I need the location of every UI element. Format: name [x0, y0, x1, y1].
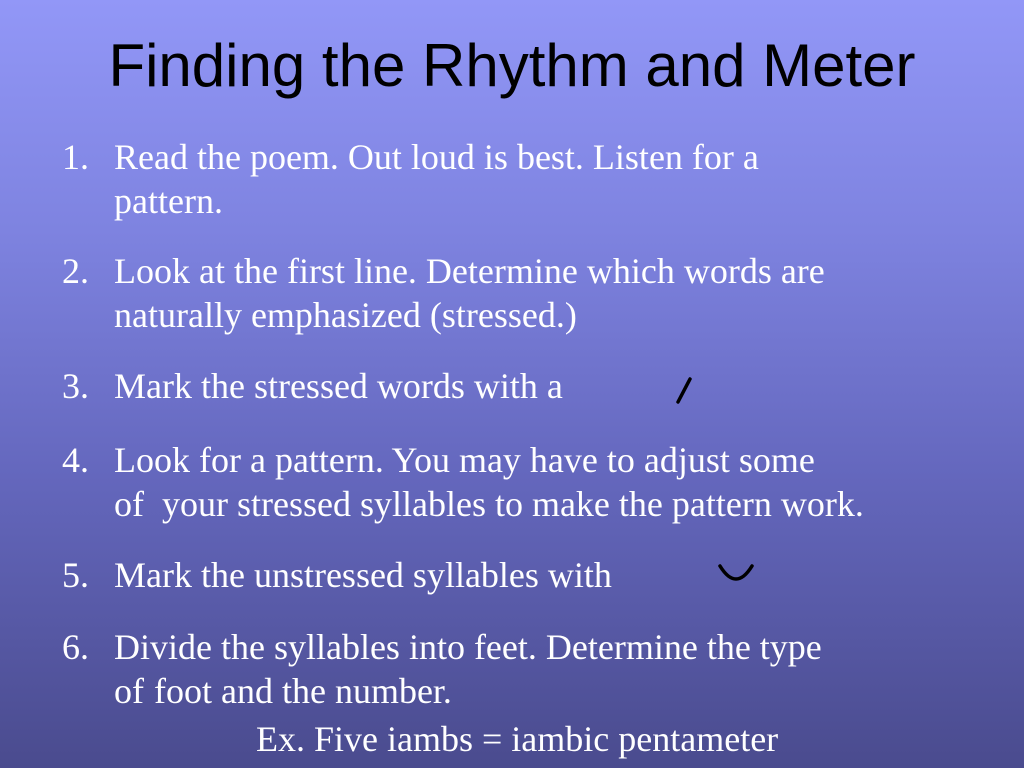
item-number: 4.: [62, 440, 89, 480]
item-line-rest: your stressed syllables to make the pattern work.: [162, 484, 864, 524]
breve-unstressed-icon: [716, 562, 756, 588]
item-text: [114, 249, 1019, 337]
item-number: 6.: [62, 627, 89, 667]
item-text: [114, 135, 1019, 223]
item-line-wrapped: [114, 482, 1019, 526]
item-number: 5.: [62, 555, 89, 595]
item-line-rest: foot and the number.: [154, 671, 452, 711]
example-line: Ex. Five iambs = iambic pentameter: [256, 719, 779, 759]
slide-title: Finding the Rhythm and Meter: [108, 32, 916, 99]
item-line: Divide the syllables into feet. Determine the type: [114, 627, 822, 667]
item-line: pattern.: [114, 181, 223, 221]
slash-stress-icon: [670, 374, 696, 408]
item-line: Mark the stressed words with a: [114, 366, 563, 406]
item-number: 3.: [62, 366, 89, 406]
item-number: 1.: [62, 137, 89, 177]
item-text: [114, 553, 1019, 597]
item-line: Mark the unstressed syllables with: [114, 555, 612, 595]
item-line: Read the poem. Out loud is best. Listen for a: [114, 137, 759, 177]
item-line: Look for a pattern. You may have to adjust some: [114, 440, 815, 480]
item-text: [114, 364, 1019, 408]
item-line-wrapped: [114, 669, 1019, 713]
item-line: naturally emphasized (stressed.): [114, 295, 577, 335]
item-text: [114, 625, 1019, 713]
item-number: 2.: [62, 251, 89, 291]
item-line: Look at the first line. Determine which words are: [114, 251, 825, 291]
item-text: [114, 438, 1019, 526]
item-line-lead: of: [114, 484, 144, 524]
item-line-lead: of: [114, 671, 144, 711]
